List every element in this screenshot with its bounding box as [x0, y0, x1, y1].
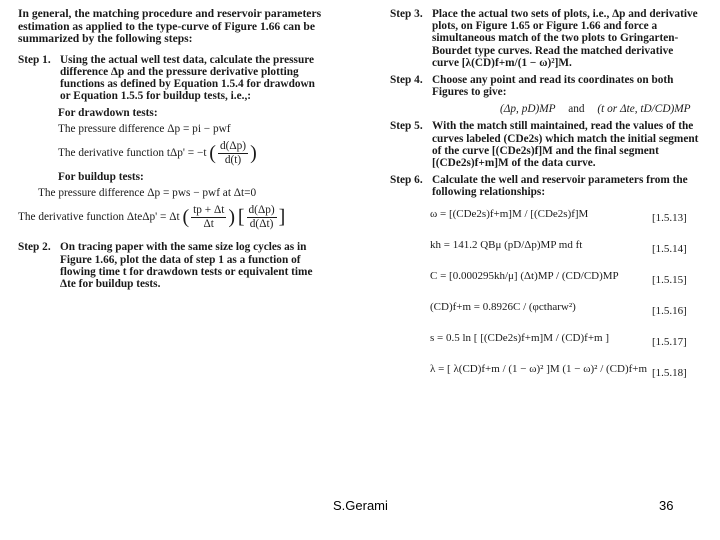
step-5	[390, 120, 702, 169]
buildup-heading: For buildup tests:	[58, 171, 144, 184]
drawdown-derivative-fraction: $\frac{d(\Delta p)}{d(t)}$	[219, 140, 247, 167]
footer-author: S.Gerami	[333, 498, 388, 513]
step-3	[390, 8, 702, 69]
step-6-text: Calculate the well and reservoir parameters from the following relationships:	[432, 174, 688, 199]
relationship-skin-ref: [1.5.17]	[652, 335, 687, 348]
step-5-label: Step 5.	[390, 120, 423, 133]
step-4-label: Step 4.	[390, 74, 423, 87]
match-point-left: (Δp, pD)MP	[500, 103, 556, 116]
step-3-label: Step 3.	[390, 8, 423, 20]
relationship-omega-ref: [1.5.13]	[652, 211, 687, 224]
step-4	[390, 74, 702, 98]
buildup-derivative-text: The derivative function ΔteΔp' = Δt	[18, 211, 180, 224]
drawdown-heading: For drawdown tests:	[58, 107, 158, 120]
relationship-c	[430, 266, 702, 297]
relationship-omega	[430, 204, 702, 235]
match-point-right: (t or Δte, tD/CD)MP	[597, 103, 691, 116]
step-2-text: On tracing paper with the same size log cycles as in Figure 1.66, plot the data of step 1 as a function of flowing time t for drawdown tests or equivalent time Δte for buildup tests.	[60, 241, 313, 290]
step-1-label: Step 1.	[18, 53, 51, 66]
buildup-pressure-equation: The pressure difference Δp = pws − pwf at Δt=0	[38, 187, 257, 200]
relationship-c-ref: [1.5.15]	[652, 273, 687, 286]
step-3-text: Place the actual two sets of plots, i.e., Δp and derivative plots, on Figure 1.65 or Figure 1.66 and force a simultaneous match of the two plots to Gringarten-Bourdet type curves. Read the matched derivative curve [λ(CD)f+m/(1 − ω)²]M.	[432, 8, 698, 69]
relationship-skin-formula: s = 0.5 ln [ [(CDe2s)f+m]M / (CD)f+m ]	[430, 331, 610, 344]
left-column	[18, 8, 328, 295]
relationship-kh-formula: kh = 141.2 QBμ (pD/Δp)MP md ft	[430, 238, 583, 251]
relationship-lambda-formula: λ = [ λ(CD)f+m / (1 − ω)² ]M (1 − ω)² / (CD)f+m	[430, 362, 648, 375]
buildup-derivative-equation: The derivative function ΔteΔp' = Δt ( $\frac{tp + \Delta t}{\Delta t}$ ) [ $\frac{d(\Delta p)}{d(\Delta t)}$ ]	[18, 204, 286, 231]
relationship-cd	[430, 297, 702, 328]
step-1	[18, 54, 328, 103]
step-2	[18, 241, 328, 290]
step-1-text: Using the actual well test data, calculate the pressure difference Δp and the pressure derivative plotting functions as defined by Equation 1.5.4 for drawdown or Equation 1.5.5 for buildup tests, i.e.,:	[60, 53, 315, 103]
step-5-text: With the match still maintained, read the values of the curves labeled (CDe2s) which match the initial segment of the curve [(CDe2s)f]M and the final segment [(CDe2s)f+m]M of the data curve.	[432, 120, 699, 170]
step-2-label: Step 2.	[18, 241, 51, 254]
match-point-and: and	[568, 103, 585, 116]
relationship-omega-formula: ω = [(CDe2s)f+m]M / [(CDe2s)f]M	[430, 207, 589, 220]
step-6	[390, 174, 702, 198]
relationship-cd-ref: [1.5.16]	[652, 304, 687, 317]
relationship-lambda	[430, 359, 702, 390]
relationship-c-formula: C = [0.000295kh/μ] (Δt)MP / (CD/CD)MP	[430, 269, 619, 282]
drawdown-pressure-equation: The pressure difference Δp = pi − pwf	[58, 123, 231, 136]
step-6-label: Step 6.	[390, 174, 423, 187]
relationship-kh	[430, 235, 702, 266]
relationship-lambda-ref: [1.5.18]	[652, 366, 687, 379]
page-number: 36	[659, 498, 674, 513]
intro-paragraph: In general, the matching procedure and reservoir parameters estimation as applied to the type-curve of Figure 1.66 can be summarized by the following steps:	[18, 7, 322, 45]
relationship-skin	[430, 328, 702, 359]
match-point-coordinates	[500, 103, 702, 115]
relationship-cd-formula: (CD)f+m = 0.8926C / (φctharw²)	[430, 300, 576, 313]
drawdown-derivative-text: The derivative function tΔp' = −t	[58, 147, 207, 160]
relationship-kh-ref: [1.5.14]	[652, 242, 687, 255]
step-4-text: Choose any point and read its coordinates on both Figures to give:	[432, 74, 674, 99]
right-column	[390, 8, 702, 390]
drawdown-derivative-equation: The derivative function tΔp' = −t ( $\frac{d(\Delta p)}{d(t)}$ )	[58, 140, 257, 167]
